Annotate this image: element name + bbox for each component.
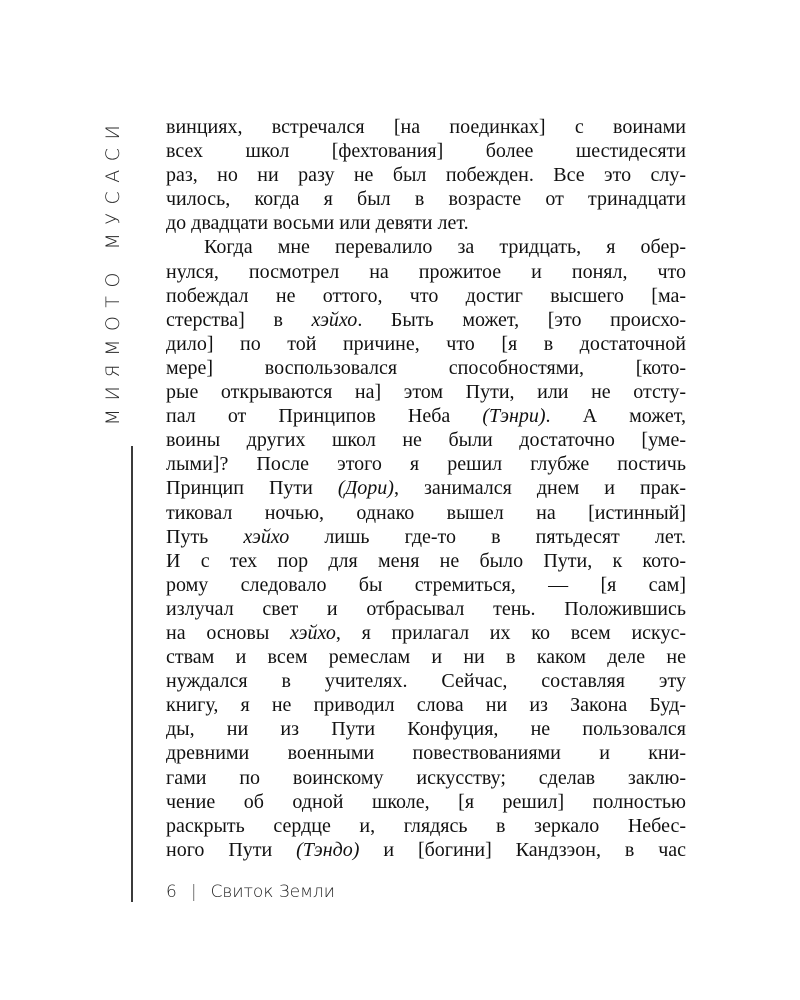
text-line: ствам и всем ремеслам и ни в каком деле не <box>166 646 686 669</box>
text-line: до двадцати восьми или девяти лет. <box>166 212 469 235</box>
text-line: пал от Принципов Неба (Тэнри). А может, <box>166 405 686 428</box>
page-number: 6 <box>166 882 177 902</box>
text-line: на основы хэйхо, я прилагал их ко всем искус- <box>166 621 686 644</box>
text-line: Путь хэйхо лишь где-то в пятьдесят лет. <box>166 525 686 548</box>
text-line: чение об одной школе, [я решил] полностью <box>166 790 686 813</box>
text-line: чилось, когда я был в возрасте от тринадцати <box>166 188 686 211</box>
text-line: всех школ [фехтования] более шестидесяти <box>166 140 686 163</box>
footer-separator: | <box>190 882 197 902</box>
text-line: рому следовало бы стремиться, — [я сам] <box>166 573 686 596</box>
text-line: воины других школ не были достаточно [уме- <box>166 429 686 452</box>
text-line: винциях, встречался [на поединках] с воинами <box>166 116 686 138</box>
margin-rule <box>131 446 133 902</box>
text-line: излучал свет и отбрасывал тень. Положившись <box>166 597 686 620</box>
text-line: ды, ни из Пути Конфуция, не пользовался <box>166 718 686 741</box>
text-line: дило] по той причине, что [я в достаточной <box>166 332 686 355</box>
text-line: побеждал не оттого, что достиг высшего [ма- <box>166 284 686 307</box>
section-title: Свиток Земли <box>210 882 335 902</box>
running-head-text: МИЯМОТО МУСАСИ <box>102 116 124 426</box>
paragraph <box>166 115 686 862</box>
text-line: лыми]? После этого я решил глубже постичь <box>166 453 686 476</box>
text-line: раз, но ни разу не был побежден. Все это слу- <box>166 164 686 187</box>
text-line: стерства] в хэйхо. Быть может, [это происхо- <box>166 308 686 331</box>
text-line: гами по воинскому искусству; сделав заклю- <box>166 766 686 789</box>
text-line: нулся, посмотрел на прожитое и понял, что <box>166 260 686 283</box>
text-line: древними военными повествованиями и кни- <box>166 742 686 765</box>
text-line: И с тех пор для меня не было Пути, к кото- <box>166 549 686 572</box>
text-line: книгу, я не приводил слова ни из Закона Буд- <box>166 694 686 717</box>
text-line: рые открываются на] этом Пути, или не отсту- <box>166 381 686 404</box>
text-line: мере] воспользовался способностями, [кото- <box>166 356 686 379</box>
text-line: Принцип Пути (Дори), занимался днем и прак- <box>166 477 686 500</box>
text-line: ного Пути (Тэндо) и [богини] Кандзэон, в час <box>166 838 687 861</box>
body-text <box>166 115 686 862</box>
text-line: нуждался в учителях. Сейчас, составляя эту <box>166 670 686 693</box>
page-footer <box>166 882 335 902</box>
text-line: тиковал ночью, однако вышел на [истинный] <box>166 501 686 524</box>
text-line: раскрыть сердце и, глядясь в зеркало Небес- <box>166 814 686 837</box>
text-line: Когда мне перевалило за тридцать, я обер- <box>204 236 686 259</box>
running-head <box>102 116 124 426</box>
